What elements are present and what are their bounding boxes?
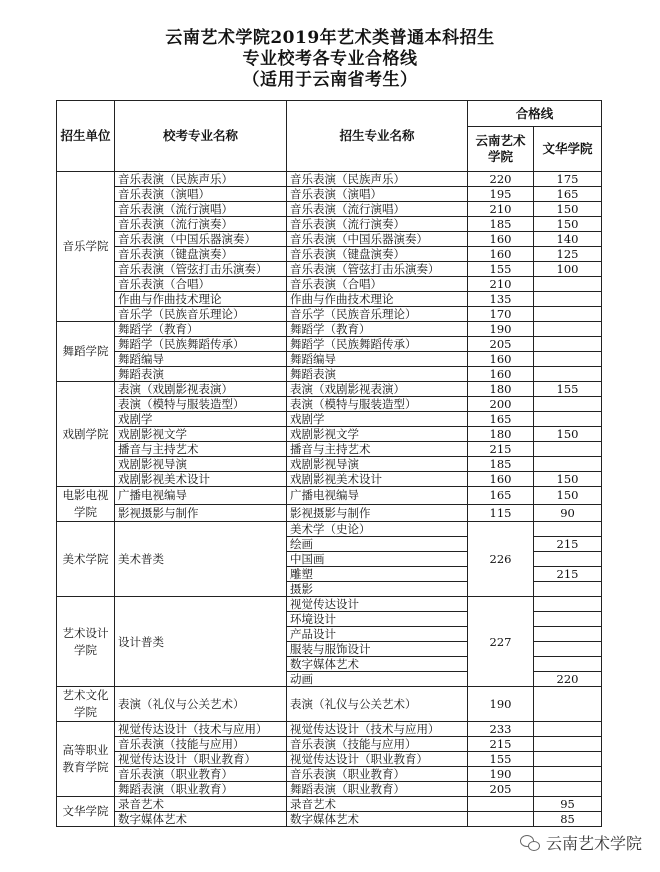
wenhua-score-cell — [534, 352, 602, 367]
enroll-major-cell: 音乐表演（管弦打击乐演奏） — [287, 262, 468, 277]
yna-score-cell: 160 — [468, 367, 534, 382]
exam-major-cell: 戏剧影视美术设计 — [115, 472, 287, 487]
unit-cell: 文华学院 — [57, 797, 115, 827]
exam-major-cell: 音乐表演（职业教育） — [115, 767, 287, 782]
table-row — [57, 722, 602, 737]
watermark-text: 云南艺术学院 — [545, 834, 642, 853]
enroll-major-cell: 戏剧影视导演 — [287, 457, 468, 472]
table-row — [57, 687, 602, 722]
exam-major-cell: 戏剧影视导演 — [115, 457, 287, 472]
exam-major-cell: 音乐表演（技能与应用） — [115, 737, 287, 752]
exam-major-cell: 数字媒体艺术 — [115, 812, 287, 827]
yna-score-cell: 165 — [468, 487, 534, 505]
table-row — [57, 367, 602, 382]
table-row — [57, 217, 602, 232]
wenhua-score-cell: 140 — [534, 232, 602, 247]
enroll-major-cell: 雕塑 — [287, 567, 468, 582]
table-row — [57, 767, 602, 782]
table-row — [57, 472, 602, 487]
enroll-major-cell: 视觉传达设计（职业教育） — [287, 752, 468, 767]
exam-major-cell: 舞蹈学（教育） — [115, 322, 287, 337]
document-title — [0, 28, 660, 91]
wenhua-score-cell: 100 — [534, 262, 602, 277]
wenhua-score-cell — [534, 322, 602, 337]
table-row — [57, 292, 602, 307]
wenhua-score-cell — [534, 737, 602, 752]
wenhua-score-cell: 155 — [534, 382, 602, 397]
table-row — [57, 382, 602, 397]
yna-score-cell: 160 — [468, 472, 534, 487]
yna-score-cell: 220 — [468, 172, 534, 187]
header-enroll-major: 招生专业名称 — [287, 101, 468, 172]
wenhua-score-cell: 85 — [534, 812, 602, 827]
yna-score-cell: 165 — [468, 412, 534, 427]
yna-score-cell: 180 — [468, 382, 534, 397]
table-row — [57, 812, 602, 827]
exam-major-cell: 舞蹈表演（职业教育） — [115, 782, 287, 797]
yna-score-cell — [468, 812, 534, 827]
enroll-major-cell: 广播电视编导 — [287, 487, 468, 505]
yna-score-cell: 195 — [468, 187, 534, 202]
exam-major-cell: 音乐表演（合唱） — [115, 277, 287, 292]
header-wenhua: 文华学院 — [534, 127, 602, 172]
enroll-major-cell: 数字媒体艺术 — [287, 657, 468, 672]
exam-major-cell: 广播电视编导 — [115, 487, 287, 505]
enroll-major-cell: 音乐表演（流行演奏） — [287, 217, 468, 232]
yna-score-cell: 155 — [468, 262, 534, 277]
yna-score-cell: 115 — [468, 504, 534, 522]
table-row — [57, 352, 602, 367]
wenhua-score-cell — [534, 457, 602, 472]
yna-score-cell: 160 — [468, 232, 534, 247]
table-row — [57, 337, 602, 352]
table-row — [57, 797, 602, 812]
yna-score-cell: 160 — [468, 352, 534, 367]
enroll-major-cell: 数字媒体艺术 — [287, 812, 468, 827]
exam-major-cell: 影视摄影与制作 — [115, 504, 287, 522]
exam-major-cell: 舞蹈表演 — [115, 367, 287, 382]
title-line-1: 云南艺术学院2019年艺术类普通本科招生 — [165, 28, 495, 48]
unit-cell: 音乐学院 — [57, 172, 115, 322]
exam-major-cell: 音乐表演（流行演奏） — [115, 217, 287, 232]
table-row — [57, 322, 602, 337]
yna-score-cell: 135 — [468, 292, 534, 307]
header-pass-line: 合格线 — [468, 101, 602, 127]
table-row — [57, 752, 602, 767]
enroll-major-cell: 音乐表演（民族声乐） — [287, 172, 468, 187]
wenhua-score-cell: 150 — [534, 202, 602, 217]
wenhua-score-cell: 150 — [534, 427, 602, 442]
exam-major-cell: 音乐表演（管弦打击乐演奏） — [115, 262, 287, 277]
enroll-major-cell: 摄影 — [287, 582, 468, 597]
wenhua-score-cell — [534, 412, 602, 427]
unit-cell: 高等职业教育学院 — [57, 722, 115, 797]
wenhua-score-cell — [534, 442, 602, 457]
table-row — [57, 307, 602, 322]
table-row — [57, 172, 602, 187]
table-row — [57, 442, 602, 457]
wenhua-score-cell — [534, 722, 602, 737]
wenhua-score-cell — [534, 767, 602, 782]
header-exam-major: 校考专业名称 — [115, 101, 287, 172]
exam-major-cell: 美术普类 — [115, 522, 287, 597]
wenhua-score-cell: 95 — [534, 797, 602, 812]
enroll-major-cell: 音乐表演（演唱） — [287, 187, 468, 202]
exam-major-cell: 戏剧影视文学 — [115, 427, 287, 442]
exam-major-cell: 音乐学（民族音乐理论） — [115, 307, 287, 322]
enroll-major-cell: 视觉传达设计（技术与应用） — [287, 722, 468, 737]
enroll-major-cell: 环境设计 — [287, 612, 468, 627]
exam-major-cell: 戏剧学 — [115, 412, 287, 427]
yna-score-cell: 226 — [468, 522, 534, 597]
enroll-major-cell: 绘画 — [287, 537, 468, 552]
wenhua-score-cell: 125 — [534, 247, 602, 262]
enroll-major-cell: 播音与主持艺术 — [287, 442, 468, 457]
table-row — [57, 202, 602, 217]
wenhua-score-cell — [534, 277, 602, 292]
enroll-major-cell: 戏剧影视美术设计 — [287, 472, 468, 487]
yna-score-cell: 190 — [468, 687, 534, 722]
watermark — [520, 831, 642, 854]
table-row — [57, 782, 602, 797]
table-row — [57, 427, 602, 442]
yna-score-cell: 215 — [468, 442, 534, 457]
enroll-major-cell: 音乐学（民族音乐理论） — [287, 307, 468, 322]
enroll-major-cell: 音乐表演（合唱） — [287, 277, 468, 292]
pass-line-table — [56, 100, 602, 827]
wenhua-score-cell — [534, 552, 602, 567]
exam-major-cell: 音乐表演（中国乐器演奏） — [115, 232, 287, 247]
exam-major-cell: 音乐表演（民族声乐） — [115, 172, 287, 187]
exam-major-cell: 音乐表演（演唱） — [115, 187, 287, 202]
wenhua-score-cell: 150 — [534, 487, 602, 505]
enroll-major-cell: 服装与服饰设计 — [287, 642, 468, 657]
enroll-major-cell: 表演（模特与服装造型） — [287, 397, 468, 412]
wenhua-score-cell — [534, 657, 602, 672]
wenhua-score-cell: 150 — [534, 217, 602, 232]
enroll-major-cell: 视觉传达设计 — [287, 597, 468, 612]
title-line-3: （适用于云南省考生） — [242, 70, 418, 90]
enroll-major-cell: 音乐表演（流行演唱） — [287, 202, 468, 217]
yna-score-cell: 233 — [468, 722, 534, 737]
wenhua-score-cell: 215 — [534, 537, 602, 552]
table-row — [57, 597, 602, 612]
yna-score-cell: 205 — [468, 337, 534, 352]
enroll-major-cell: 中国画 — [287, 552, 468, 567]
exam-major-cell: 设计普类 — [115, 597, 287, 687]
enroll-major-cell: 音乐表演（中国乐器演奏） — [287, 232, 468, 247]
enroll-major-cell: 动画 — [287, 672, 468, 687]
enroll-major-cell: 戏剧学 — [287, 412, 468, 427]
exam-major-cell: 舞蹈学（民族舞蹈传承） — [115, 337, 287, 352]
exam-major-cell: 表演（模特与服装造型） — [115, 397, 287, 412]
exam-major-cell: 音乐表演（流行演唱） — [115, 202, 287, 217]
yna-score-cell: 210 — [468, 277, 534, 292]
table-row — [57, 504, 602, 522]
yna-score-cell: 190 — [468, 322, 534, 337]
wenhua-score-cell: 175 — [534, 172, 602, 187]
unit-cell: 戏剧学院 — [57, 382, 115, 487]
yna-score-cell: 205 — [468, 782, 534, 797]
unit-cell: 艺术设计学院 — [57, 597, 115, 687]
table-row — [57, 187, 602, 202]
enroll-major-cell: 产品设计 — [287, 627, 468, 642]
unit-cell: 艺术文化学院 — [57, 687, 115, 722]
wenhua-score-cell: 220 — [534, 672, 602, 687]
wechat-icon — [520, 834, 540, 852]
yna-score-cell: 227 — [468, 597, 534, 687]
exam-major-cell: 录音艺术 — [115, 797, 287, 812]
table-row — [57, 262, 602, 277]
wenhua-score-cell: 215 — [534, 567, 602, 582]
wenhua-score-cell — [534, 397, 602, 412]
enroll-major-cell: 表演（礼仪与公关艺术） — [287, 687, 468, 722]
yna-score-cell: 170 — [468, 307, 534, 322]
exam-major-cell: 舞蹈编导 — [115, 352, 287, 367]
wenhua-score-cell — [534, 752, 602, 767]
exam-major-cell: 表演（戏剧影视表演） — [115, 382, 287, 397]
wenhua-score-cell: 165 — [534, 187, 602, 202]
exam-major-cell: 播音与主持艺术 — [115, 442, 287, 457]
enroll-major-cell: 影视摄影与制作 — [287, 504, 468, 522]
title-line-2: 专业校考各专业合格线 — [242, 49, 418, 69]
unit-cell: 电影电视学院 — [57, 487, 115, 522]
enroll-major-cell: 戏剧影视文学 — [287, 427, 468, 442]
yna-score-cell: 180 — [468, 427, 534, 442]
yna-score-cell: 215 — [468, 737, 534, 752]
wenhua-score-cell — [534, 627, 602, 642]
wenhua-score-cell — [534, 582, 602, 597]
enroll-major-cell: 录音艺术 — [287, 797, 468, 812]
yna-score-cell: 160 — [468, 247, 534, 262]
table-row — [57, 397, 602, 412]
enroll-major-cell: 美术学（史论） — [287, 522, 468, 537]
wenhua-score-cell — [534, 597, 602, 612]
yna-score-cell — [468, 797, 534, 812]
table-row — [57, 277, 602, 292]
wenhua-score-cell — [534, 292, 602, 307]
wenhua-score-cell — [534, 522, 602, 537]
enroll-major-cell: 音乐表演（键盘演奏） — [287, 247, 468, 262]
enroll-major-cell: 舞蹈学（民族舞蹈传承） — [287, 337, 468, 352]
enroll-major-cell: 音乐表演（技能与应用） — [287, 737, 468, 752]
yna-score-cell: 185 — [468, 217, 534, 232]
unit-cell: 舞蹈学院 — [57, 322, 115, 382]
wenhua-score-cell — [534, 782, 602, 797]
wenhua-score-cell: 90 — [534, 504, 602, 522]
enroll-major-cell: 音乐表演（职业教育） — [287, 767, 468, 782]
wenhua-score-cell — [534, 337, 602, 352]
header-unit: 招生单位 — [57, 101, 115, 172]
wenhua-score-cell — [534, 367, 602, 382]
wenhua-score-cell — [534, 687, 602, 722]
yna-score-cell: 190 — [468, 767, 534, 782]
yna-score-cell: 185 — [468, 457, 534, 472]
exam-major-cell: 音乐表演（键盘演奏） — [115, 247, 287, 262]
table-row — [57, 522, 602, 537]
yna-score-cell: 210 — [468, 202, 534, 217]
wenhua-score-cell — [534, 612, 602, 627]
enroll-major-cell: 舞蹈表演 — [287, 367, 468, 382]
enroll-major-cell: 作曲与作曲技术理论 — [287, 292, 468, 307]
table-row — [57, 232, 602, 247]
table-row — [57, 487, 602, 505]
table-body — [57, 172, 602, 827]
enroll-major-cell: 舞蹈表演（职业教育） — [287, 782, 468, 797]
enroll-major-cell: 表演（戏剧影视表演） — [287, 382, 468, 397]
exam-major-cell: 表演（礼仪与公关艺术） — [115, 687, 287, 722]
wenhua-score-cell — [534, 307, 602, 322]
enroll-major-cell: 舞蹈学（教育） — [287, 322, 468, 337]
unit-cell: 美术学院 — [57, 522, 115, 597]
enroll-major-cell: 舞蹈编导 — [287, 352, 468, 367]
exam-major-cell: 作曲与作曲技术理论 — [115, 292, 287, 307]
table-row — [57, 457, 602, 472]
exam-major-cell: 视觉传达设计（技术与应用） — [115, 722, 287, 737]
table-row — [57, 412, 602, 427]
exam-major-cell: 视觉传达设计（职业教育） — [115, 752, 287, 767]
yna-score-cell: 155 — [468, 752, 534, 767]
header-yna: 云南艺术学院 — [468, 127, 534, 172]
wenhua-score-cell: 150 — [534, 472, 602, 487]
wenhua-score-cell — [534, 642, 602, 657]
table-row — [57, 247, 602, 262]
table-row — [57, 737, 602, 752]
yna-score-cell: 200 — [468, 397, 534, 412]
